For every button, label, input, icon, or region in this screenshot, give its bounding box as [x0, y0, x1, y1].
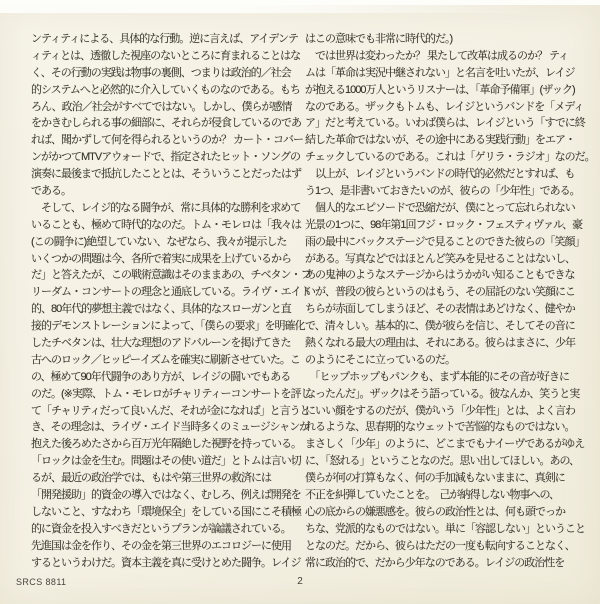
text-column-right [305, 31, 595, 572]
text-line: にいい顔をするのだが、僕がいう「少年性」とは、よく言わ [305, 404, 575, 417]
text-line: 的、80年代的夢想主義ではなく、具体的なスローガンと直 [31, 303, 291, 316]
text-line: ンティティによる、具体的な行動。逆に言えば、アイデンテ [31, 33, 299, 45]
text-line: いくつかの問題は今、各所で着実に成果を上げているから [31, 252, 291, 265]
text-line: ア」だと考えている。いわば僕らは、レイジという「すでに終 [305, 117, 585, 130]
text-line: 心の底からの嫌悪感を。彼らの政治性とは、何も頭でっか [305, 505, 565, 518]
text-line: るが、最近の政治学では、もはや第三世界の救済には [31, 472, 271, 485]
text-line: 僕らが何の打算もなく、何の手加減もないままに、真剣に [305, 472, 565, 485]
text-line: まさしく「少年」のように、どこまでもナイーヴであるがゆえ [305, 438, 585, 451]
text-line: 先進国は金を作り、その金を第三世界のエコロジーに使用 [31, 539, 291, 552]
text-line: ろん、政治／社会がすべてではない。しかし、僕らが感情 [31, 100, 292, 113]
text-line: (この闘争に)絶望していない、なぜなら、我々が提示した [31, 235, 287, 248]
text-line: ィティとは、透徹した視座のないところに育まれることはな [31, 49, 301, 62]
text-line: て「チャリティだって良いんだ、それが金になれば」と言うと [31, 404, 310, 417]
text-line: が抱える1000万人というリスナーは、「革命予備軍」(ザック) [305, 83, 575, 96]
text-line: なったんだ」。ザックはそう語っている。彼なんか、笑うと実 [305, 387, 580, 400]
text-line: 以上が、レイジというバンドの時代的必然だとすれば、も [305, 168, 575, 181]
catalog-number: SRCS 8811 [16, 577, 67, 587]
text-line: の、極めて90年代闘争のあり方が、レイジの闘いでもある [31, 370, 291, 383]
text-line: ちらが赤面してしまうほど、その表情はあどけなく、健やか [305, 303, 575, 316]
text-line: 演奏に最後まで抵抗したこととは、そういうことだったはず [31, 168, 301, 181]
text-line: のようにそこに立っているのだ。 [305, 353, 455, 366]
text-line: う1つ、是非書いておきたいのが、彼らの「少年性」である。 [305, 185, 580, 198]
page-number: 2 [297, 576, 303, 587]
text-line: 個人的なエピソードで恐縮だが、僕にとって忘れられない [305, 201, 575, 214]
text-line: しないこと、すなわち「環境保全」をしている国にこそ積極 [31, 505, 301, 518]
text-line: 「開発援助」的資金の導入ではなく、むしろ、例えば開発を [31, 489, 301, 502]
text-line: で、清々しい。基本的に、僕が彼らを信じ、そしてその音に [305, 320, 575, 333]
text-line: 雨の最中にバックステージで見ることのできた彼らの「笑顔」 [305, 235, 585, 248]
text-line: 的に資金を投入すべきだというプランが論議されている。 [31, 522, 291, 535]
text-line: れるような、思春期的なウェットで苦悩的なものではない。 [305, 421, 575, 434]
text-line: チェックしているのである。これは「ゲリラ・ラジオ」なのだ。 [305, 151, 595, 164]
paper-background [0, 5, 600, 604]
scan-edge-highlight [0, 5, 600, 13]
text-line: 抱えた後ろめたさから百万光年隔絶した視野を持っている。 [31, 438, 301, 451]
text-line: く、その行動の実践は物事の裏側、つまりは政治的／社会 [31, 66, 291, 79]
text-line: はこの意味でも非常に時代的だ。) [305, 33, 453, 45]
text-line: リーダム・コンサートの理念と通底している。ライヴ・エイド [31, 286, 311, 299]
text-line: いが、普段の彼らというのはもう、その屈託のない笑顔にこ [305, 286, 575, 299]
text-line: れば、聞かずして何を得られるというのか？ カート・コバー [31, 134, 304, 147]
text-line: 「ロックは金を生む。問題はその使い道だ」とトムは言い切 [31, 455, 301, 468]
text-line: をかきむしられる事の細部に、それらが侵食しているのであ [31, 117, 301, 130]
text-line: ンがかつてMTVアウォードで、指定されたヒット・ソングの [31, 151, 301, 164]
text-line: 結した革命ではないが、その途中にある実践行動」をエア・ [305, 134, 575, 147]
text-line: したチベタンは、壮大な理想のアドバルーンを掲げてきた [31, 337, 291, 350]
text-line: するというわけだ。資本主義を真に受けとめた闘争。レイジ [31, 556, 301, 569]
text-line: ムは「革命は実況中継されない」と名言を吐いたが、レイジ [305, 66, 575, 79]
text-line: あの鬼神のようなステージからはうかがい知ることもできな [305, 269, 575, 282]
text-column-left [31, 31, 311, 572]
text-line: 不正を糾弾していたことを。 己が納得しない物事への、 [305, 489, 560, 502]
text-line: 接的デモンストレーションによって、「僕らの要求」を明確化 [31, 320, 305, 333]
text-line: なのである。ザックもトムも、レイジというバンドを「メディ [305, 100, 584, 113]
text-line: に、「怒れる」ということなのだ。思い出してほしい。あの、 [305, 455, 580, 468]
text-line: がある。写真などではほとんど笑みを見せることはないし、 [305, 252, 575, 265]
text-line: だ」と答えたが、この戦術意識はそのままあの、チベタン・フ [31, 269, 311, 282]
text-line: いることも、極めて時代的なのだ。トム・モレロは「我々は [31, 218, 301, 231]
text-line: 「ヒップホップもパンクも、まず本能的にその音が好きに [305, 370, 569, 383]
text-line: き、その理念は、ライヴ・エイド当時多くのミュージシャンが [31, 421, 310, 434]
text-line: 的システムへと必然的に介入していくものなのである。もち [31, 83, 300, 96]
text-line: 熱くなれる最大の理由は、それにある。彼らはまさに、少年 [305, 337, 575, 350]
text-line: 常に政治的で、だから少年なのである。レイジの政治性を [305, 556, 565, 569]
text-line: 光景の1つに、98年第1回フジ・ロック・フェスティヴァル、豪 [305, 218, 583, 231]
text-line: のだ。(※実際、トム・モレロがチャリティーコンサートを評し [31, 387, 311, 400]
text-line: となのだ。だから、彼らはただの一度も転向することなく、 [305, 539, 575, 552]
text-line: ちな、党派的なものではない。単に「容認しない」ということ [305, 522, 585, 535]
text-line: では世界は変わったか？ 果たして改革は成るのか？ ティ [305, 49, 569, 62]
text-line: 古へのロック／ヒッピーイズムを確実に刷新させていた。こ [31, 353, 300, 366]
text-line: そして、レイジ的なる闘争が、常に具体的な勝利を求めて [31, 201, 301, 214]
text-line: である。 [31, 185, 71, 198]
